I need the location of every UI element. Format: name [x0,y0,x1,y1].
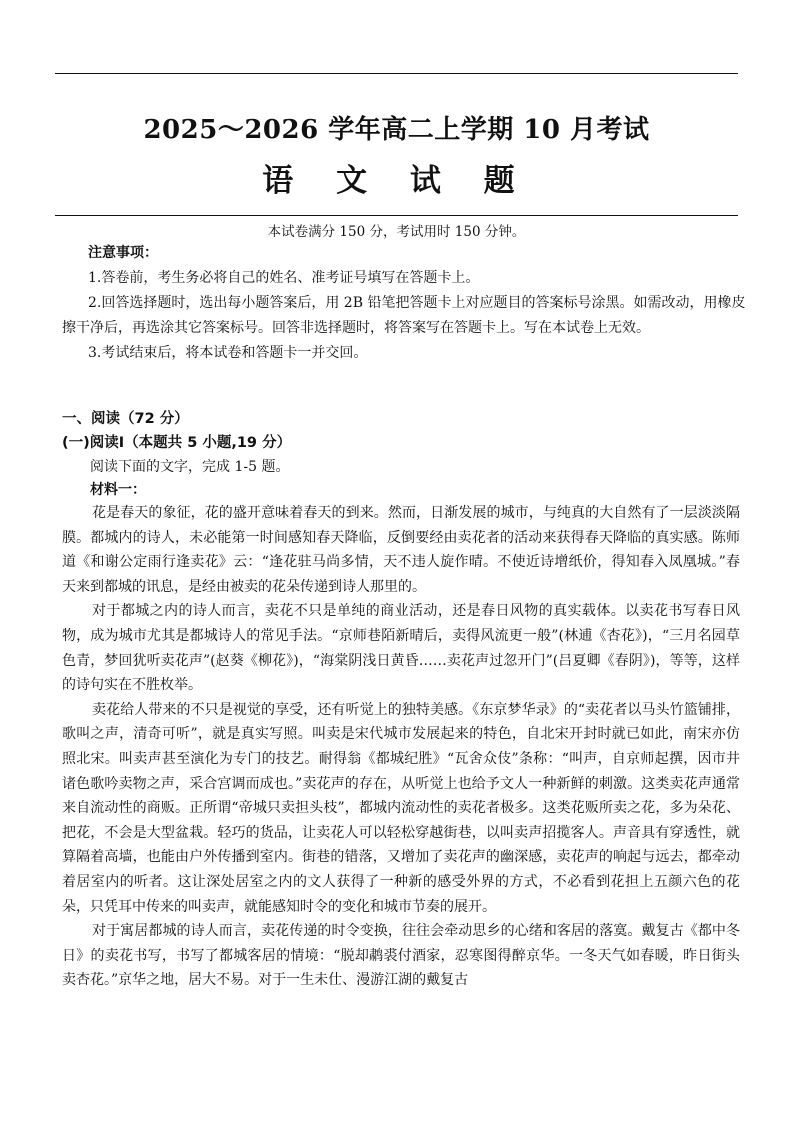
subject-title: 语 文 试 题 [262,163,531,199]
notice-item: 1.答卷前，考生务必将自己的姓名、准考证号填写在答题卡上。 [88,270,480,286]
notice-item: 2.回答选择题时，选出每小题答案后，用 2B 铅笔把答题卡上对应题目的答案标号涂黑。如需改动，用橡皮擦干净后，再选涂其它答案标号。回答非选择题时，将答案写在答题卡上。写在本试卷上无效。 [62,295,746,336]
passage-paragraph: 对于都城之内的诗人而言，卖花不只是单纯的商业活动，还是春日风物的真实载体。以卖花书写春日风物，成为城市尤其是都城诗人的常见手法。“京师巷陌新晴后，卖得风流更一般”(林逋《杏花》)，“三月名园草色青，梦回犹听卖花声”(赵葵《柳花》)，“海棠阴浅日黄昏……卖花声过忽开门”(吕夏卿《春阴》)，等等，这样的诗句实在不胜枚举。 [62,603,740,694]
top-rule [55,73,738,74]
subsection-title: (一)阅读Ⅰ（本题共 5 小题,19 分） [62,435,292,451]
passage [62,501,740,993]
notice-heading: 注意事项： [88,245,158,261]
notice-block [62,241,748,366]
header-rule [55,215,738,216]
passage-paragraph: 卖花给人带来的不只是视觉的享受，还有听觉上的独特美感。《东京梦华录》的“卖花者以马头竹篮铺排，歌叫之声，清奇可听”，就是真实写照。叫卖是宋代城市发展起来的特色，自北宋开封时就已如此，南宋亦仿照北宋。叫卖声甚至演化为专门的技艺。耐得翁《都城纪胜》“瓦舍众伎”条称：“叫声，自京师起撰，因市井诸色歌吟卖物之声，采合宫调而成也。”卖花声的存在，从听觉上也给予文人一种新鲜的刺激。这类卖花声通常来自流动性的商贩。正所谓“帝城只卖担头枝”，都城内流动性的卖花者极多。这类花贩所卖之花，多为朵花、把花，不会是大型盆栽。轻巧的货品，让卖花人可以轻松穿越街巷，以叫卖声招揽客人。声音具有穿透性，就算隔着高墙，也能由户外传播到室内。街巷的错落，又增加了卖花声的幽深感，卖花声的响起与远去，都牵动着居室内的听者。这让深处居室之内的文人获得了一种新的感受外界的方式，不必看到花担上五颜六色的花朵，只凭耳中传来的叫卖声，就能感知时令的变化和城市节奏的展开。 [62,701,740,915]
material-label: 材料一： [90,482,146,498]
section-title: 一、阅读（72 分） [62,411,189,427]
exam-info: 本试卷满分 150 分，考试用时 150 分钟。 [267,224,526,240]
notice-item: 3.考试结束后，将本试卷和答题卡一并交回。 [88,345,368,361]
instruction: 阅读下面的文字，完成 1-5 题。 [90,459,290,475]
passage-paragraph: 花是春天的象征，花的盛开意味着春天的到来。然而，日渐发展的城市，与纯真的大自然有了一层淡淡隔膜。都城内的诗人，未必能第一时间感知春天降临，反倒要经由卖花者的活动来获得春天降临的真实感。陈师道《和谢公定雨行逢卖花》云：“逢花驻马尚多情，天不违人旋作晴。不使近诗增纸价，得知春入凤凰城。”春天来到都城的讯息，是经由被卖的花朵传递到诗人那里的。 [62,505,740,595]
exam-title: 2025～2026 学年高二上学期 10 月考试 [143,115,650,145]
passage-paragraph: 对于寓居都城的诗人而言，卖花传递的时令变换，往往会牵动思乡的心绪和客居的落寞。戴复古《都中冬日》的卖花书写，书写了都城客居的情境：“脱却鹔裘付酒家，忍寒图得醉京华。一冬天气如春暖，昨日街头卖杏花。”京华之地，居大不易。对于一生未仕、漫游江湖的戴复古 [62,923,740,989]
